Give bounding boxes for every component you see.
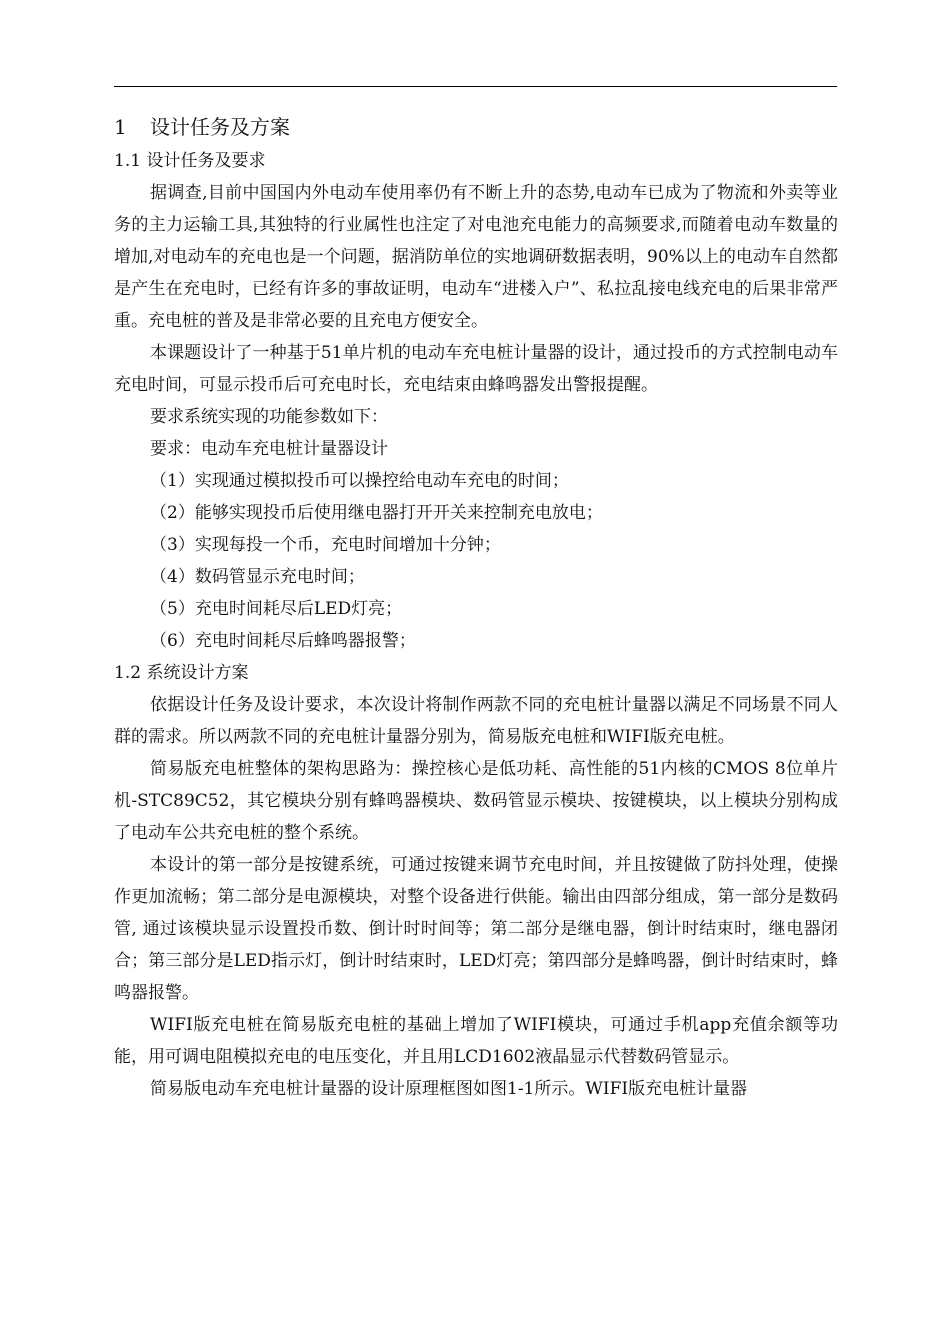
section-1-1-heading: 1.1 设计任务及要求 xyxy=(114,151,266,171)
paragraph: 本课题设计了一种基于51单片机的电动车充电桩计量器的设计，通过投币的方式控制电动车充电时间，可显示投币后可充电时长，充电结束由蜂鸣器发出警报提醒。 xyxy=(114,343,838,395)
header-rule xyxy=(114,86,837,87)
section-1-heading xyxy=(114,113,838,141)
requirements-intro: 要求系统实现的功能参数如下： xyxy=(150,407,388,427)
requirement-item: （4）数码管显示充电时间； xyxy=(150,567,365,587)
requirement-item: （3）实现每投一个币，充电时间增加十分钟； xyxy=(150,535,501,555)
paragraph: 本设计的第一部分是按键系统，可通过按键来调节充电时间，并且按键做了防抖处理，使操作更加流畅；第二部分是电源模块，对整个设备进行供能。输出由四部分组成，第一部分是数码管, 通过该模块显示设置投币数、倒计时时间等；第二部分是继电器，倒计时结束时，继电器闭合；第三部分是LED指示灯，倒计时结束时，LED灯亮；第四部分是蜂鸣器，倒计时结束时，蜂鸣器报警。 xyxy=(114,855,838,1003)
section-1-number: 1 xyxy=(114,115,127,139)
paragraph: 依据设计任务及设计要求，本次设计将制作两款不同的充电桩计量器以满足不同场景不同人群的需求。所以两款不同的充电桩计量器分别为，简易版充电桩和WIFI版充电桩。 xyxy=(114,695,838,747)
paragraph: 简易版充电桩整体的架构思路为：操控核心是低功耗、高性能的51内核的CMOS 8位单片机-STC89C52，其它模块分别有蜂鸣器模块、数码管显示模块、按键模块，以上模块分别构成了电动车公共充电桩的整个系统。 xyxy=(114,759,838,843)
requirement-item: （6）充电时间耗尽后蜂鸣器报警； xyxy=(150,631,416,651)
section-1-title: 设计任务及方案 xyxy=(150,115,290,139)
requirements-title: 要求：电动车充电桩计量器设计 xyxy=(150,439,388,459)
paragraph: WIFI版充电桩在简易版充电桩的基础上增加了WIFI模块，可通过手机app充值余额等功能，用可调电阻模拟充电的电压变化，并且用LCD1602液晶显示代替数码管显示。 xyxy=(114,1015,838,1067)
requirement-item: （2）能够实现投币后使用继电器打开开关来控制充电放电； xyxy=(150,503,603,523)
requirement-item: （1）实现通过模拟投币可以操控给电动车充电的时间； xyxy=(150,471,569,491)
page-content xyxy=(114,113,838,1105)
paragraph: 据调查,目前中国国内外电动车使用率仍有不断上升的态势,电动车已成为了物流和外卖等业务的主力运输工具,其独特的行业属性也注定了对电池充电能力的高频要求,而随着电动车数量的增加,对电动车的充电也是一个问题，据消防单位的实地调研数据表明，90%以上的电动车自然都是产生在充电时，已经有许多的事故证明，电动车“进楼入户”、私拉乱接电线充电的后果非常严重。充电桩的普及是非常必要的且充电方便安全。 xyxy=(114,183,838,331)
requirement-item: （5）充电时间耗尽后LED灯亮； xyxy=(150,599,403,619)
section-1-2-heading: 1.2 系统设计方案 xyxy=(114,663,249,683)
paragraph: 简易版电动车充电桩计量器的设计原理框图如图1-1所示。WIFI版充电桩计量器 xyxy=(150,1079,748,1099)
